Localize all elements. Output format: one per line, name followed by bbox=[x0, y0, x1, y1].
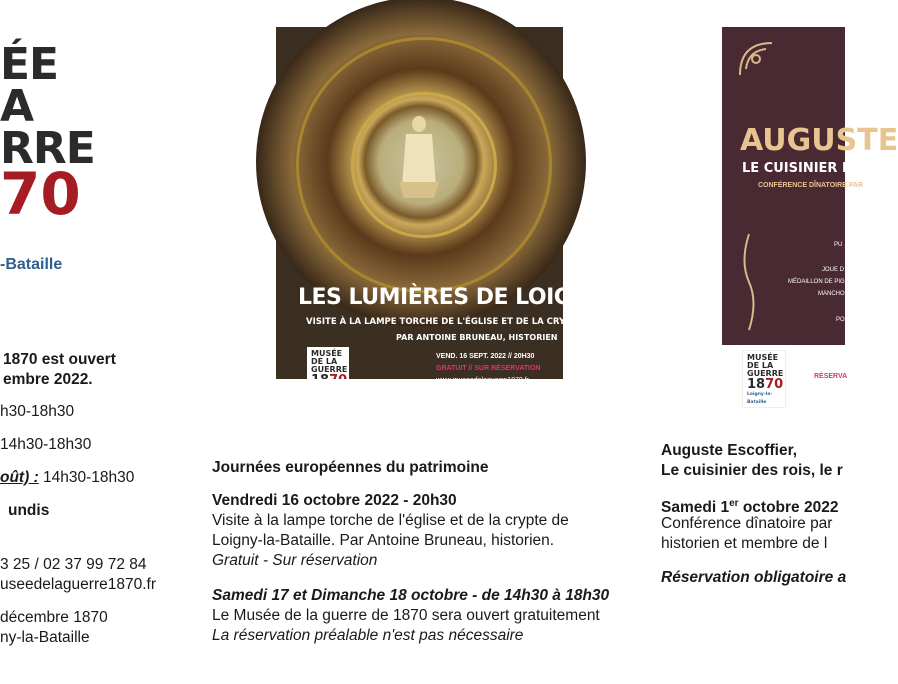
poster-lumieres-de-loigny[interactable] bbox=[276, 27, 605, 412]
event1-note-1: Gratuit - Sur réservation bbox=[212, 552, 378, 569]
poster2-reserve: RÉSERVA bbox=[814, 373, 848, 380]
museum-logo bbox=[0, 39, 95, 229]
event1-date-1: Vendredi 16 octobre 2022 - 20h30 bbox=[212, 492, 457, 509]
poster2-logo-l1: MUSÉE bbox=[747, 353, 779, 362]
event2-desc-2: historien et membre de l bbox=[661, 535, 828, 552]
hours-1: h30-18h30 bbox=[0, 403, 75, 420]
opening-line-2: embre 2022. bbox=[3, 371, 93, 388]
logo-year: 70 bbox=[0, 160, 81, 229]
logo-place: -Bataille bbox=[0, 256, 63, 273]
event1-desc-2: Le Musée de la guerre de 1870 sera ouvert gratuitement bbox=[212, 607, 600, 624]
poster2-title: AUGUSTE bbox=[740, 123, 898, 158]
poster1-date: VEND. 16 SEPT. 2022 // 20H30 bbox=[436, 353, 535, 360]
event2-date-sup: er bbox=[729, 498, 739, 509]
event1-heading: Journées européennes du patrimoine bbox=[212, 459, 489, 476]
address-1: décembre 1870 bbox=[0, 609, 108, 626]
poster1-subtitle: VISITE À LA LAMPE TORCHE DE L'ÉGLISE ET DE LA CRYPTE bbox=[306, 317, 583, 327]
hours-3 bbox=[0, 468, 134, 487]
poster2-tag: CONFÉRENCE DÎNATOIRE PAR bbox=[758, 182, 864, 189]
event1-desc-1a: Visite à la lampe torche de l'église et de la crypte de bbox=[212, 512, 569, 529]
logo-line-3: RRE bbox=[0, 122, 95, 174]
event2-desc-1: Conférence dînatoire par bbox=[661, 515, 833, 532]
poster2-logo bbox=[742, 350, 786, 408]
logo-line-1: ÉE bbox=[0, 39, 59, 90]
event2-date-suffix: octobre 2022 bbox=[738, 499, 839, 517]
hours-3-label: oût) : bbox=[0, 469, 39, 486]
hours-2: 14h30-18h30 bbox=[0, 436, 92, 453]
event2-reserve: Réservation obligatoire a bbox=[661, 569, 847, 586]
poster2-menu-4: MANCHON bbox=[818, 291, 849, 297]
statue-figure-icon bbox=[394, 112, 444, 202]
poster2-logo-l2: DE LA bbox=[747, 361, 774, 370]
poster1-logo-l3: GUERRE bbox=[311, 365, 348, 374]
closed-days: undis bbox=[8, 502, 50, 519]
poster2-flourish-icon bbox=[738, 232, 760, 332]
poster2-menu-1: PU bbox=[834, 242, 843, 248]
poster2-menu-5: PO bbox=[836, 317, 845, 323]
opening-line-1: 1870 est ouvert bbox=[3, 351, 116, 368]
poster2-menu-3: MÉDAILLON DE PIGEO bbox=[788, 279, 854, 285]
ornament-icon bbox=[736, 39, 780, 79]
event1-note-2: La réservation préalable n'est pas nécessaire bbox=[212, 627, 524, 644]
event2-title-1: Auguste Escoffier, bbox=[661, 442, 798, 459]
event1-desc-1b: Loigny-la-Bataille. Par Antoine Bruneau, historien. bbox=[212, 532, 555, 549]
poster2-menu-2: JOUE D bbox=[822, 267, 845, 273]
event1-date-2: Samedi 17 et Dimanche 18 octobre - de 14h30 à 18h30 bbox=[212, 587, 610, 604]
poster2-logo-year-b: 70 bbox=[765, 377, 784, 392]
poster2-logo-place: Loigny-la-Bataille bbox=[747, 392, 773, 405]
poster1-logo-l1: MUSÉE bbox=[311, 349, 343, 358]
phone: 3 25 / 02 37 99 72 84 bbox=[0, 556, 147, 573]
event2-title-2: Le cuisinier des rois, le r bbox=[661, 462, 843, 479]
poster2-logo-year-a: 18 bbox=[747, 377, 766, 392]
poster2-subtitle: LE CUISINIER DES R bbox=[742, 161, 886, 176]
poster1-logo-l2: DE LA bbox=[311, 357, 338, 366]
poster2-logo-l3: GUERRE bbox=[747, 369, 784, 378]
poster1-author: PAR ANTOINE BRUNEAU, HISTORIEN bbox=[396, 333, 558, 342]
poster1-price: GRATUIT // SUR RÉSERVATION bbox=[436, 365, 541, 372]
event2-date-prefix: Samedi 1 bbox=[661, 499, 730, 517]
address-2: ny-la-Bataille bbox=[0, 629, 90, 646]
email-link[interactable]: useedelaguerre1870.fr bbox=[0, 576, 156, 593]
poster1-title: LES LUMIÈRES DE LOIGNY bbox=[298, 285, 605, 310]
logo-line-2: A bbox=[0, 80, 35, 132]
poster1-footer-strip bbox=[276, 379, 563, 412]
hours-3-value: 14h30-18h30 bbox=[38, 469, 135, 486]
